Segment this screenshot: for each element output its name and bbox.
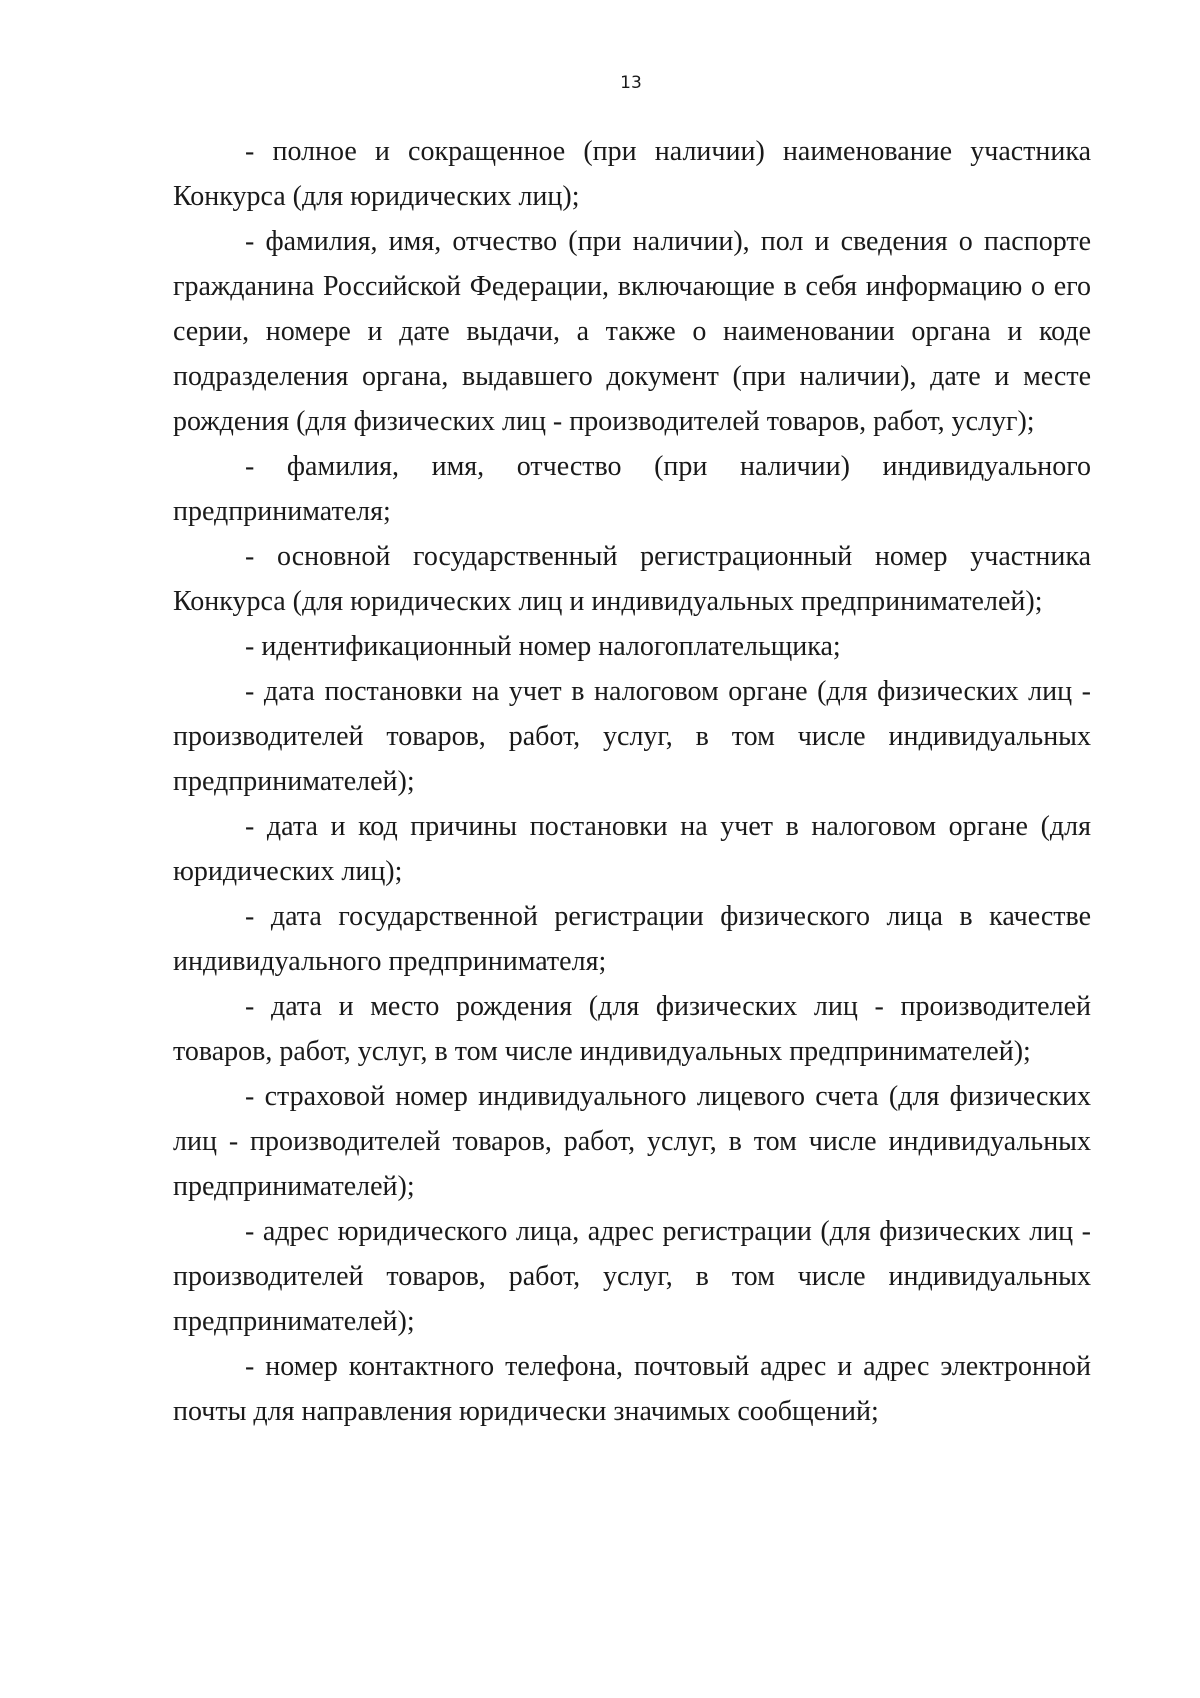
list-item: - страховой номер индивидуального лицевого счета (для физических лиц - производителей товаров, работ, услуг, в том числе индивидуальных предпринимателей);: [173, 1081, 1091, 1202]
list-item: - фамилия, имя, отчество (при наличии), пол и сведения о паспорте гражданина Российской Федерации, включающие в себя информацию о его серии, номере и дате выдачи, а также о наименовании органа и коде подразделения органа, выдавшего документ (при наличии), дате и месте рождения (для физических лиц - производителей товаров, работ, услуг);: [173, 226, 1091, 437]
list-item: - идентификационный номер налогоплательщика;: [245, 631, 841, 662]
list-item: - адрес юридического лица, адрес регистрации (для физических лиц - производителей товаров, работ, услуг, в том числе индивидуальных предпринимателей);: [173, 1216, 1091, 1337]
page-number: 13: [620, 73, 642, 93]
list-item: - дата постановки на учет в налоговом органе (для физических лиц - производителей товаров, работ, услуг, в том числе индивидуальных предпринимателей);: [173, 676, 1091, 797]
document-body: [173, 129, 1091, 1434]
list-item: - полное и сокращенное (при наличии) наименование участника Конкурса (для юридических лиц);: [173, 136, 1091, 212]
list-item: - основной государственный регистрационный номер участника Конкурса (для юридических лиц и индивидуальных предпринимателей);: [173, 541, 1091, 617]
list-item: - номер контактного телефона, почтовый адрес и адрес электронной почты для направления юридически значимых сообщений;: [173, 1351, 1091, 1427]
list-item: - дата государственной регистрации физического лица в качестве индивидуального предпринимателя;: [173, 901, 1091, 977]
list-item: - дата и код причины постановки на учет в налоговом органе (для юридических лиц);: [173, 811, 1091, 887]
list-item: - дата и место рождения (для физических лиц - производителей товаров, работ, услуг, в том числе индивидуальных предпринимателей);: [173, 991, 1091, 1067]
list-item: - фамилия, имя, отчество (при наличии) индивидуального предпринимателя;: [173, 451, 1091, 527]
